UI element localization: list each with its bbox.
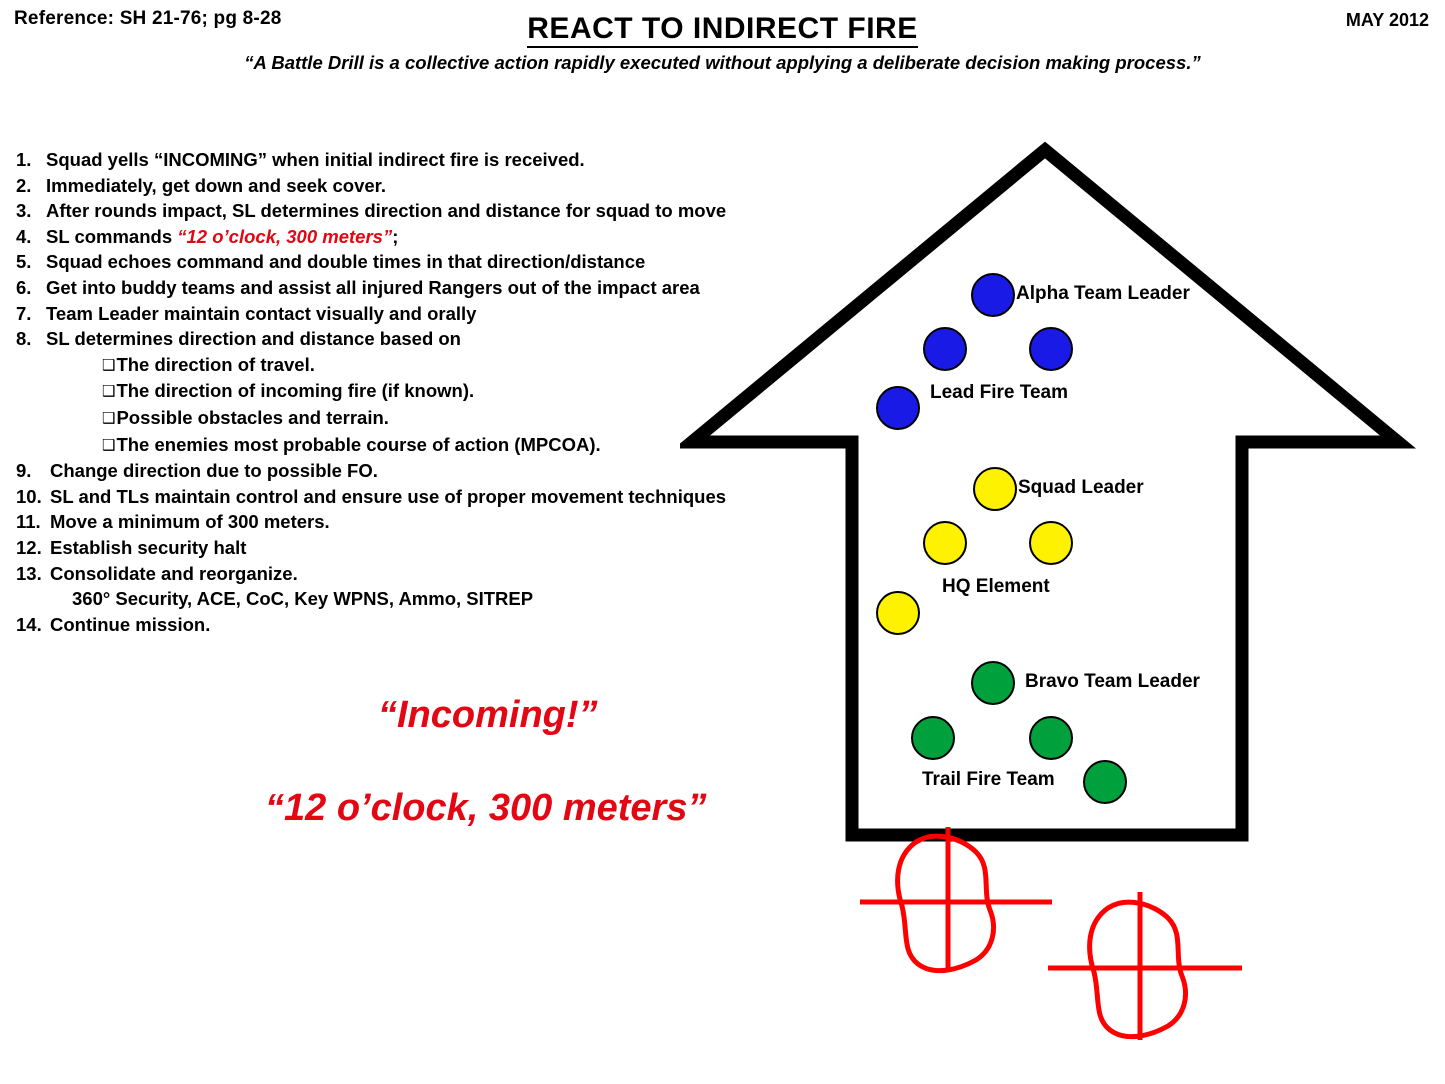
step-number: 13. <box>16 562 42 584</box>
sub-list-item-label: The direction of travel. <box>116 353 315 375</box>
checkbox-icon: ❑ <box>102 408 116 427</box>
impact-marks-group <box>860 827 1242 1040</box>
step-number: 14. <box>16 613 42 635</box>
step-text: Immediately, get down and seek cover. <box>46 174 386 196</box>
dot-hq-member-3 <box>877 592 919 634</box>
checkbox-icon: ❑ <box>102 435 116 454</box>
sub-list-item-label: The enemies most probable course of action (MPCOA). <box>116 433 601 455</box>
step-text-tail: ; <box>392 225 399 247</box>
label-hq-element: HQ Element <box>942 576 1050 597</box>
step-text: Team Leader maintain contact visually and orally <box>46 302 477 324</box>
step-text: Establish security halt <box>50 536 247 558</box>
step-text: SL and TLs maintain control and ensure use of proper movement techniques <box>50 485 727 507</box>
formation-diagram <box>680 130 1420 1050</box>
step-text: SL determines direction and distance based on <box>46 328 461 350</box>
step-number: 5. <box>16 251 32 273</box>
step-text: After rounds impact, SL determines direction and distance for squad to move <box>46 200 727 222</box>
step-number: 2. <box>16 174 32 196</box>
page-title <box>0 12 1445 46</box>
dot-bravo-team-leader <box>972 662 1014 704</box>
reference-text: Reference: SH 21-76; pg 8-28 <box>14 8 282 29</box>
dot-alpha-team-leader <box>972 274 1014 316</box>
dot-lead-team-member-3 <box>877 387 919 429</box>
step-number: 11. <box>16 511 41 533</box>
step-text-accent: “12 o’clock, 300 meters” <box>177 225 393 247</box>
sub-list-item-label: The direction of incoming fire (if known). <box>116 380 475 402</box>
checkbox-icon: ❑ <box>102 382 116 401</box>
dot-trail-team-member-1 <box>912 717 954 759</box>
page-title-underline: REACT TO INDIRECT FIRE <box>527 12 917 48</box>
subtitle-text: “A Battle Drill is a collective action rapidly executed without applying a deliberate decision making process.” <box>244 52 1201 73</box>
callout-incoming: “Incoming!” <box>378 694 598 736</box>
dot-hq-member-2 <box>1030 522 1072 564</box>
label-lead-fire-team: Lead Fire Team <box>930 382 1068 403</box>
step-number: 7. <box>16 302 32 324</box>
step-number: 6. <box>16 276 32 298</box>
step-text: Continue mission. <box>50 613 211 635</box>
step-number: 12. <box>16 536 42 558</box>
label-trail-fire-team: Trail Fire Team <box>922 769 1055 790</box>
dot-lead-team-member-2 <box>1030 328 1072 370</box>
step-text: Get into buddy teams and assist all injured Rangers out of the impact area <box>46 276 700 298</box>
step-number: 10. <box>16 485 42 507</box>
callout-direction: “12 o’clock, 300 meters” <box>265 787 707 829</box>
dot-trail-team-member-3 <box>1084 761 1126 803</box>
dot-squad-leader <box>974 468 1016 510</box>
step-number: 4. <box>16 225 32 247</box>
sub-list-item-label: Possible obstacles and terrain. <box>116 406 389 428</box>
step-text: Change direction due to possible FO. <box>50 460 378 482</box>
label-alpha-team-leader: Alpha Team Leader <box>1016 283 1190 304</box>
label-bravo-team-leader: Bravo Team Leader <box>1025 671 1200 692</box>
step-text-lead: SL commands <box>46 225 178 247</box>
step-number: 3. <box>16 200 32 222</box>
step-text: Consolidate and reorganize. <box>50 562 298 584</box>
step-number: 9. <box>16 460 32 482</box>
step-number: 1. <box>16 149 32 170</box>
consolidate-detail: 360° Security, ACE, CoC, Key WPNS, Ammo, SITREP <box>72 588 534 610</box>
step-number: 8. <box>16 328 32 350</box>
step-text: Squad echoes command and double times in that direction/distance <box>46 251 646 273</box>
step-text: Squad yells “INCOMING” when initial indirect fire is received. <box>46 149 585 170</box>
checkbox-icon: ❑ <box>102 355 116 374</box>
dot-hq-member-1 <box>924 522 966 564</box>
step-text <box>46 224 398 250</box>
label-squad-leader: Squad Leader <box>1018 477 1144 498</box>
date-text: MAY 2012 <box>1345 10 1429 30</box>
dot-lead-team-member-1 <box>924 328 966 370</box>
step-text: Move a minimum of 300 meters. <box>50 511 330 533</box>
formation-arrow-svg <box>680 130 1420 1050</box>
dot-trail-team-member-2 <box>1030 717 1072 759</box>
